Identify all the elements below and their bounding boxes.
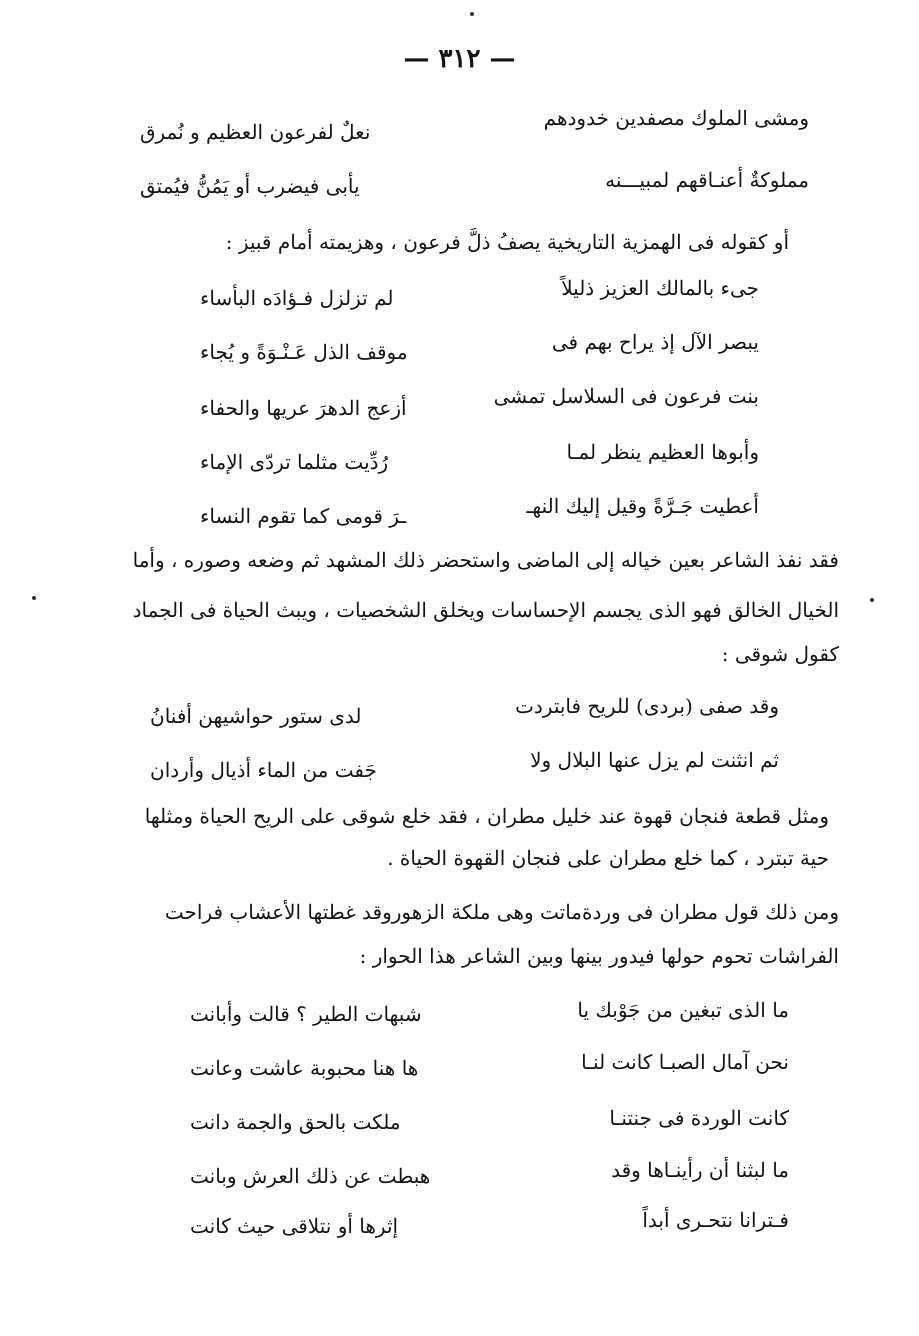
verse-5-hemistich-right: بنت فرعون فى السلاسل تمشى (493, 384, 759, 408)
verse-11-hemistich-right: نحن آمال الصبـا كانت لنـا (581, 1050, 789, 1074)
verse-6-hemistich-right: وأبوها العظيم ينظر لمـا (566, 440, 759, 464)
verse-10-hemistich-right: ما الذى تبغين من جَوْبك يا (577, 998, 789, 1022)
verse-5-hemistich-left: أزعج الدهرَ عريها والحفاء (200, 396, 407, 420)
verse-13-hemistich-right: ما لبثنا أن رأينـاها وقد (611, 1158, 789, 1182)
prose-line-1: أو كقوله فى الهمزية التاريخية يصفُ ذلَّ فرعون ، وهزيمته أمام قبيز : (225, 230, 789, 254)
scan-speck (470, 12, 474, 16)
verse-6-hemistich-left: رُدِّيت مثلما تردّى الإماء (200, 450, 389, 474)
scan-speck (32, 596, 36, 600)
prose-line-2: فقد نفذ الشاعر بعين خياله إلى الماضى واستحضر ذلك المشهد ثم وضعه وصوره ، وأما (132, 548, 839, 572)
verse-14-hemistich-left: إثرها أو نتلاقى حيث كانت (190, 1214, 399, 1238)
verse-13-hemistich-left: هبطت عن ذلك العرش وبانت (190, 1164, 431, 1188)
verse-4-hemistich-right: يبصر الآل إذ يراح بهم فى (551, 330, 759, 354)
verse-11-hemistich-left: ها هنا محبوبة عاشت وعانت (190, 1056, 419, 1080)
verse-1-hemistich-right: ومشى الملوك مصفدين خدودهم (543, 106, 809, 130)
verse-9-hemistich-left: جَفت من الماء أذيال وأردان (150, 758, 377, 782)
verse-7-hemistich-right: أعطيت جَـرَّةً وقيل إليك النهـ (526, 494, 759, 518)
verse-9-hemistich-right: ثم انثنت لم يزل عنها البلال ولا (530, 748, 779, 772)
verse-8-hemistich-left: لدى ستور حواشيهن أفنانُ (150, 704, 362, 728)
prose-line-3: الخيال الخالق فهو الذى يجسم الإحساسات ويخلق الشخصيات ، ويبث الحياة فى الجماد (132, 598, 839, 622)
prose-line-4: كقول شوقى : (721, 642, 839, 666)
verse-2-hemistich-left: يأبى فيضرب أو يَمُنُّ فيُمتق (140, 174, 360, 198)
verse-7-hemistich-left: ـرَ قومى كما تقوم النساء (200, 504, 407, 528)
verse-12-hemistich-left: ملكت بالحق والجمة دانت (190, 1110, 401, 1134)
verse-4-hemistich-left: موقف الذل عَـنْـوَةً و يُجاء (200, 340, 408, 364)
prose-line-6: حية تبترد ، كما خلع مطران على فنجان القهوة الحياة . (387, 846, 829, 870)
prose-line-7: ومن ذلك قول مطران فى وردةماتت وهى ملكة الزهوروقد غطتها الأعشاب فراحت (164, 900, 839, 924)
verse-1-hemistich-left: نعلٌ لفرعون العظيم و نُمرق (140, 120, 371, 144)
verse-3-hemistich-right: جىء بالمالك العزيز ذليلاً (561, 276, 759, 300)
verse-12-hemistich-right: كانت الوردة فى جنتنـا (609, 1106, 789, 1130)
verse-14-hemistich-right: فـترانا نتحـرى أبداً (642, 1208, 789, 1232)
verse-8-hemistich-right: وقد صفى (بردى) للريح فابتردت (515, 694, 779, 718)
prose-line-8: الفراشات تحوم حولها فيدور بينها وبين الشاعر هذا الحوار : (359, 944, 839, 968)
verse-3-hemistich-left: لم تزلزل فـؤادَه البأساء (200, 286, 394, 310)
prose-line-5: ومثل قطعة فنجان قهوة عند خليل مطران ، فقد خلع شوقى على الريح الحياة ومثلها (144, 804, 829, 828)
verse-10-hemistich-left: شبهات الطير ؟ قالت وأبانت (190, 1002, 422, 1026)
scan-speck (870, 598, 874, 602)
verse-2-hemistich-right: مملوكةٌ أعنـاقهم لمبيـــنه (605, 168, 809, 192)
page-number: — ٣١٢ — (403, 44, 516, 74)
